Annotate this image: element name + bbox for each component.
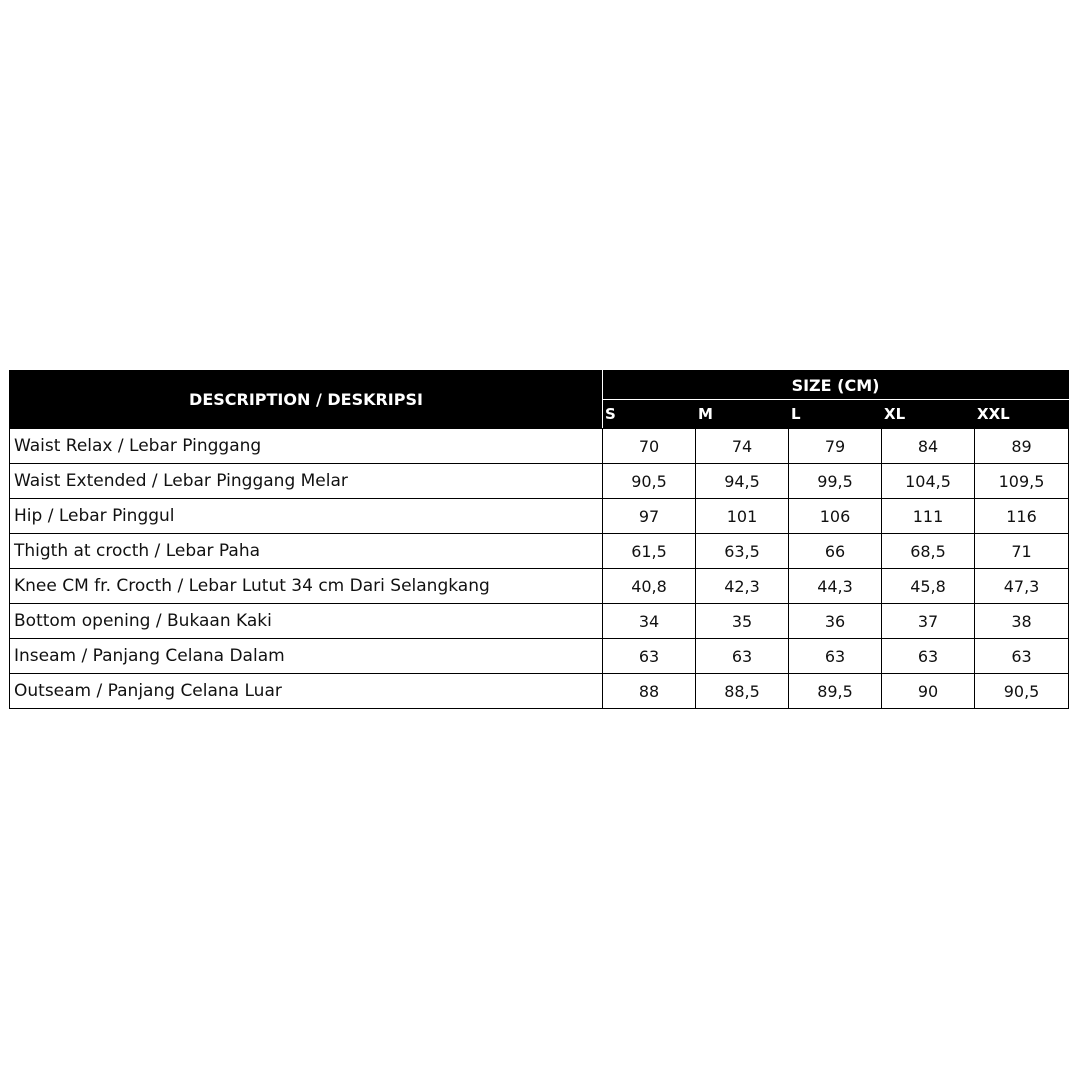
cell-value: 90,5 — [975, 674, 1069, 709]
cell-value: 45,8 — [882, 569, 975, 604]
size-label-s: S — [603, 400, 696, 429]
cell-value: 79 — [789, 429, 882, 464]
cell-value: 42,3 — [696, 569, 789, 604]
cell-value: 106 — [789, 499, 882, 534]
table-body — [10, 429, 1069, 709]
cell-value: 99,5 — [789, 464, 882, 499]
cell-value: 116 — [975, 499, 1069, 534]
row-label: Knee CM fr. Crocth / Lebar Lutut 34 cm Dari Selangkang — [10, 569, 603, 604]
cell-value: 97 — [603, 499, 696, 534]
cell-value: 104,5 — [882, 464, 975, 499]
cell-value: 68,5 — [882, 534, 975, 569]
cell-value: 111 — [882, 499, 975, 534]
table-row — [10, 569, 1069, 604]
row-label: Bottom opening / Bukaan Kaki — [10, 604, 603, 639]
table-row — [10, 674, 1069, 709]
table-header — [10, 371, 1069, 429]
cell-value: 70 — [603, 429, 696, 464]
cell-value: 74 — [696, 429, 789, 464]
row-label: Hip / Lebar Pinggul — [10, 499, 603, 534]
cell-value: 88,5 — [696, 674, 789, 709]
cell-value: 63 — [696, 639, 789, 674]
table-row — [10, 534, 1069, 569]
cell-value: 35 — [696, 604, 789, 639]
cell-value: 63 — [975, 639, 1069, 674]
cell-value: 84 — [882, 429, 975, 464]
size-chart-table — [9, 370, 1069, 709]
cell-value: 36 — [789, 604, 882, 639]
table-row — [10, 639, 1069, 674]
table-row — [10, 604, 1069, 639]
row-label: Waist Relax / Lebar Pinggang — [10, 429, 603, 464]
cell-value: 71 — [975, 534, 1069, 569]
cell-value: 37 — [882, 604, 975, 639]
cell-value: 90,5 — [603, 464, 696, 499]
row-label: Inseam / Panjang Celana Dalam — [10, 639, 603, 674]
cell-value: 88 — [603, 674, 696, 709]
row-label: Waist Extended / Lebar Pinggang Melar — [10, 464, 603, 499]
cell-value: 94,5 — [696, 464, 789, 499]
row-label: Thigth at crocth / Lebar Paha — [10, 534, 603, 569]
cell-value: 44,3 — [789, 569, 882, 604]
cell-value: 63 — [603, 639, 696, 674]
cell-value: 63 — [882, 639, 975, 674]
size-label-l: L — [789, 400, 882, 429]
size-label-xxl: XXL — [975, 400, 1069, 429]
cell-value: 47,3 — [975, 569, 1069, 604]
size-label-m: M — [696, 400, 789, 429]
cell-value: 63,5 — [696, 534, 789, 569]
cell-value: 40,8 — [603, 569, 696, 604]
cell-value: 90 — [882, 674, 975, 709]
cell-value: 89,5 — [789, 674, 882, 709]
cell-value: 61,5 — [603, 534, 696, 569]
row-label: Outseam / Panjang Celana Luar — [10, 674, 603, 709]
cell-value: 66 — [789, 534, 882, 569]
table-row — [10, 499, 1069, 534]
cell-value: 63 — [789, 639, 882, 674]
cell-value: 101 — [696, 499, 789, 534]
cell-value: 38 — [975, 604, 1069, 639]
cell-value: 34 — [603, 604, 696, 639]
size-label-xl: XL — [882, 400, 975, 429]
table-row — [10, 429, 1069, 464]
description-header: DESCRIPTION / DESKRIPSI — [10, 371, 603, 429]
cell-value: 109,5 — [975, 464, 1069, 499]
size-header: SIZE (CM) — [603, 371, 1069, 400]
cell-value: 89 — [975, 429, 1069, 464]
table-row — [10, 464, 1069, 499]
